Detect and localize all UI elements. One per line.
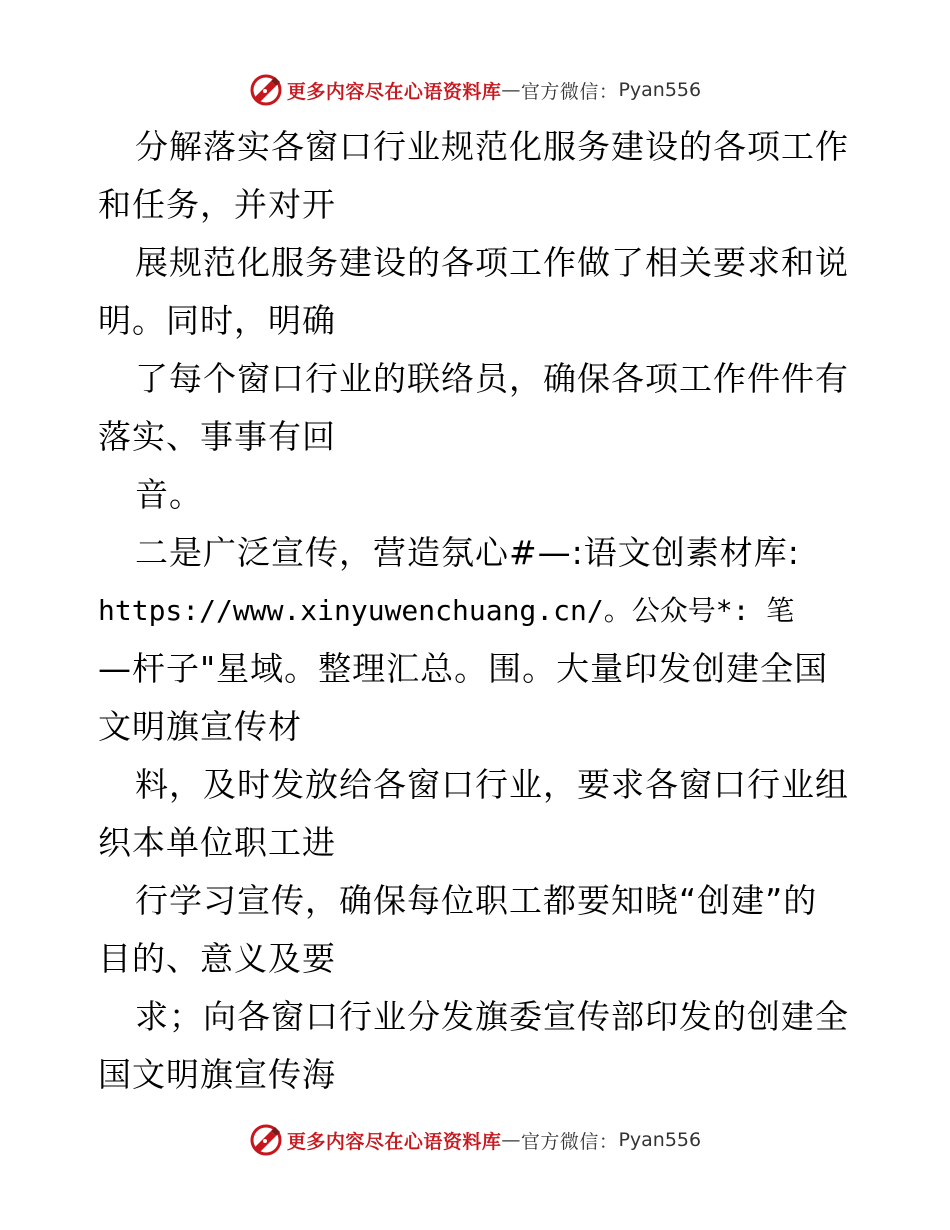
- text-line-url: https://www.xinyuwenchuang.cn/。公众号*: 笔: [98, 594, 795, 627]
- watermark-site-text: 更多内容尽在心语资料库: [286, 80, 502, 103]
- text-line: 目的、意义及要: [98, 939, 336, 978]
- text-line: 音。: [135, 475, 203, 514]
- text-line: 文明旗宣传材: [98, 707, 302, 746]
- text-line: 求；向各窗口行业分发旗委宣传部印发的创建全: [135, 997, 849, 1036]
- text-line: 明。同时，明确: [98, 301, 336, 340]
- watermark-dash: —: [501, 1129, 521, 1151]
- document-body: [98, 118, 858, 1104]
- watermark-dash: —: [501, 79, 521, 101]
- pen-nib-circle-icon: [249, 1123, 283, 1157]
- text-line: 落实、事事有回: [98, 417, 336, 456]
- text-line: 二是广泛宣传，营造氛心#—:语文创素材库:: [135, 533, 800, 572]
- text-line: 国文明旗宣传海: [98, 1055, 336, 1094]
- text-line: 料，及时发放给各窗口行业，要求各窗口行业组: [135, 765, 849, 804]
- pen-nib-circle-icon: [249, 73, 283, 107]
- text-line: 行学习宣传，确保每位职工都要知晓“创建”的: [135, 881, 818, 920]
- watermark-official-text: 官方微信：: [520, 80, 619, 103]
- watermark-wechat-id: Pyan556: [618, 79, 702, 101]
- text-line: 分解落实各窗口行业规范化服务建设的各项工作: [135, 127, 849, 166]
- footer-watermark: [0, 1120, 950, 1160]
- text-line: 展规范化服务建设的各项工作做了相关要求和说: [135, 243, 849, 282]
- text-line: —杆子"星域。整理汇总。围。大量印发创建全国: [98, 649, 829, 688]
- text-line: 织本单位职工进: [98, 823, 336, 862]
- watermark-official-text: 官方微信：: [520, 1130, 619, 1153]
- text-line: 和任务，并对开: [98, 185, 336, 224]
- header-watermark: [0, 70, 950, 110]
- text-line: 了每个窗口行业的联络员，确保各项工作件件有: [135, 359, 849, 398]
- watermark-wechat-id: Pyan556: [618, 1129, 702, 1151]
- watermark-site-text: 更多内容尽在心语资料库: [286, 1130, 502, 1153]
